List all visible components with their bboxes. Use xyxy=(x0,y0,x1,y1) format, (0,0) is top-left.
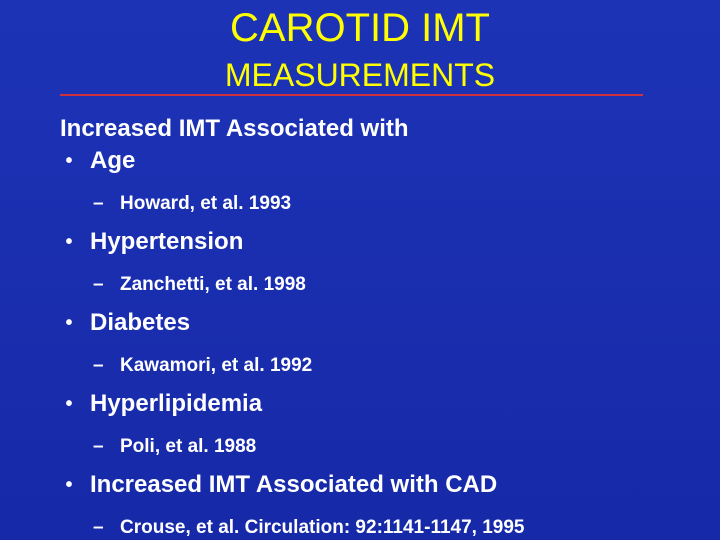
bullet-item-cad xyxy=(60,470,710,500)
dash-icon: – xyxy=(93,436,104,457)
sub-item-label: Kawamori, et al. 1992 xyxy=(120,355,313,376)
slide-content xyxy=(60,114,710,540)
bullet-icon: • xyxy=(65,150,73,172)
sub-item-label: Poli, et al. 1988 xyxy=(120,436,257,457)
sub-item-label: Crouse, et al. Circulation: 92:1141-1147, 1995 xyxy=(120,517,525,538)
bullet-item-hyperlipidemia xyxy=(60,389,710,419)
bullet-icon: • xyxy=(65,312,73,334)
title-divider xyxy=(60,94,643,96)
slide-title: CAROTID IMT xyxy=(230,6,490,50)
bullet-item-hypertension xyxy=(60,227,710,257)
slide-subtitle: MEASUREMENTS xyxy=(224,57,496,93)
sub-item-citation xyxy=(60,192,710,216)
bullet-label: Age xyxy=(90,147,136,174)
dash-icon: – xyxy=(93,517,104,538)
bullet-icon: • xyxy=(65,393,73,415)
bullet-item-diabetes xyxy=(60,308,710,338)
sub-item-citation xyxy=(60,516,710,540)
dash-icon: – xyxy=(93,193,104,214)
bullet-label: Diabetes xyxy=(90,309,191,336)
bullet-label: Hypertension xyxy=(90,228,244,255)
sub-item-citation xyxy=(60,273,710,297)
bullet-label: Hyperlipidemia xyxy=(90,390,263,417)
dash-icon: – xyxy=(93,355,104,376)
dash-icon: – xyxy=(93,274,104,295)
sub-item-citation xyxy=(60,435,710,459)
sub-item-citation xyxy=(60,354,710,378)
sub-item-label: Zanchetti, et al. 1998 xyxy=(120,274,306,295)
intro-heading: Increased IMT Associated with xyxy=(60,115,409,142)
sub-item-label: Howard, et al. 1993 xyxy=(120,193,292,214)
bullet-label: Increased IMT Associated with CAD xyxy=(90,471,498,498)
bullet-icon: • xyxy=(65,231,73,253)
bullet-item-age xyxy=(60,146,710,176)
bullet-icon: • xyxy=(65,474,73,496)
